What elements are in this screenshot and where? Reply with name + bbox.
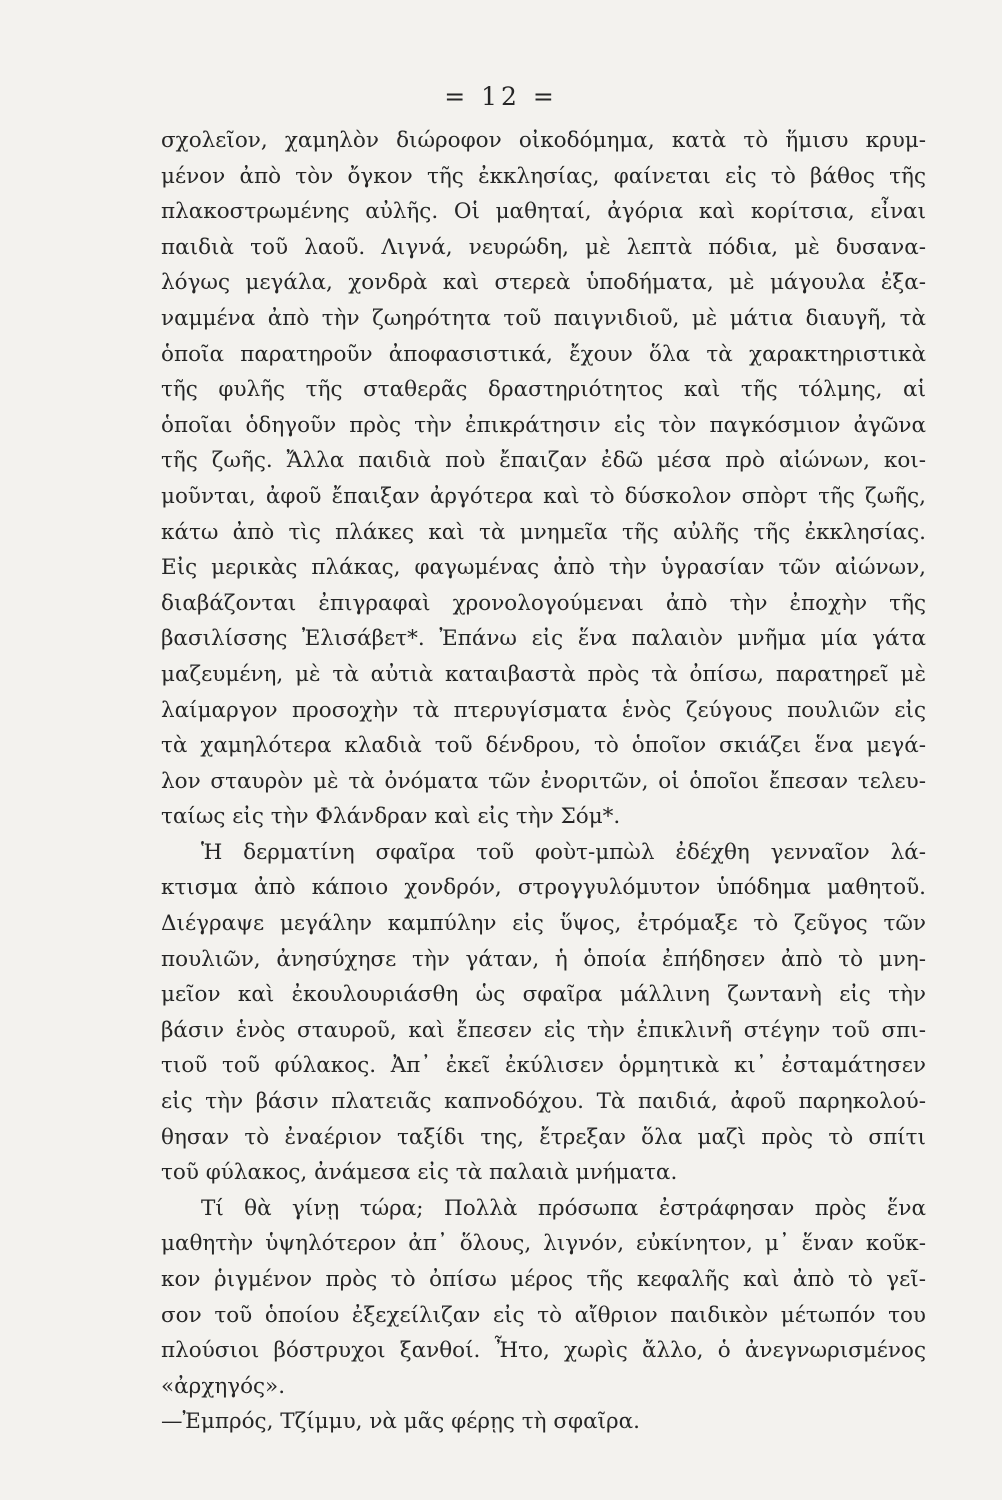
text-line: Τί θὰ γίνῃ τώρα; Πολλὰ πρόσωπα ἐστράφησαν πρὸς ἕνα	[201, 1195, 926, 1221]
text-line: πλούσιοι βόστρυχοι ξανθοί. Ἦτο, χωρὶς ἄλλο, ὁ ἀνεγνωρισμένος	[161, 1338, 926, 1364]
text-line: τοῦ φύλακος, ἀνάμεσα εἰς τὰ παλαιὰ μνήματα.	[161, 1160, 678, 1186]
text-line: Διέγραψε μεγάλην καμπύλην εἰς ὕψος, ἐτρόμαξε τὸ ζεῦγος τῶν	[161, 911, 926, 937]
text-line: σχολεῖον, χαμηλὸν διώροφον οἰκοδόμημα, κατὰ τὸ ἥμισυ κρυμ-	[161, 128, 926, 153]
text-line: διαβάζονται ἐπιγραφαὶ χρονολογούμεναι ἀπὸ τὴν ἐποχὴν τῆς	[161, 590, 926, 616]
body-text	[161, 123, 926, 1440]
text-line: ὁποῖαι ὁδηγοῦν πρὸς τὴν ἐπικράτησιν εἰς τὸν παγκόσμιον ἀγῶνα	[161, 412, 926, 438]
text-line: σον τοῦ ὁποίου ἐξεχείλιζαν εἰς τὸ αἴθριον παιδικὸν μέτωπόν του	[161, 1302, 926, 1328]
text-line: κάτω ἀπὸ τὶς πλάκες καὶ τὰ μνημεῖα τῆς αὐλῆς τῆς ἐκκλησίας.	[161, 519, 926, 545]
text-line: θησαν τὸ ἐναέριον ταξίδι της, ἔτρεξαν ὅλα μαζὶ πρὸς τὸ σπίτι	[161, 1124, 926, 1150]
text-line: τιοῦ τοῦ φύλακος. Ἀπ᾽ ἐκεῖ ἐκύλισεν ὁρμητικὰ κι᾽ ἐσταμάτησεν	[161, 1053, 926, 1079]
text-line: βάσιν ἑνὸς σταυροῦ, καὶ ἔπεσεν εἰς τὴν ἐπικλινῆ στέγην τοῦ σπι-	[161, 1017, 926, 1043]
text-line: πλακοστρωμένης αὐλῆς. Οἱ μαθηταί, ἀγόρια καὶ κορίτσια, εἶναι	[161, 199, 926, 225]
text-line: μοῦνται, ἀφοῦ ἔπαιξαν ἀργότερα καὶ τὸ δύσκολον σπὸρτ τῆς ζωῆς,	[161, 483, 926, 509]
text-line: ταίως εἰς τὴν Φλάνδραν καὶ εἰς τὴν Σόμ*.	[161, 804, 621, 830]
text-line: παιδιὰ τοῦ λαοῦ. Λιγνά, νευρώδη, μὲ λεπτὰ πόδια, μὲ δυσανα-	[161, 234, 926, 260]
text-line: λαίμαργον προσοχὴν τὰ πτερυγίσματα ἑνὸς ζεύγους πουλιῶν εἰς	[161, 697, 926, 723]
text-line: μεῖον καὶ ἐκουλουριάσθη ὡς σφαῖρα μάλλινη ζωντανὴ εἰς τὴν	[161, 982, 926, 1008]
text-line: —Ἐμπρός, Τζίμμυ, νὰ μᾶς φέρῃς τὴ σφαῖρα.	[161, 1409, 641, 1435]
text-line: τὰ χαμηλότερα κλαδιὰ τοῦ δένδρου, τὸ ὁποῖον σκιάζει ἕνα μεγά-	[161, 733, 926, 759]
text-line: μένον ἀπὸ τὸν ὄγκον τῆς ἐκκλησίας, φαίνεται εἰς τὸ βάθος τῆς	[161, 163, 926, 189]
text-line: «ἀρχηγός».	[161, 1373, 286, 1399]
text-line: τῆς ζωῆς. Ἄλλα παιδιὰ ποὺ ἔπαιζαν ἐδῶ μέσα πρὸ αἰώνων, κοι-	[161, 448, 926, 474]
text-line: λον σταυρὸν μὲ τὰ ὀνόματα τῶν ἐνοριτῶν, οἱ ὁποῖοι ἔπεσαν τελευ-	[161, 768, 926, 794]
text-line: κον ῥιγμένον πρὸς τὸ ὀπίσω μέρος τῆς κεφαλῆς καὶ ἀπὸ τὸ γεῖ-	[161, 1267, 926, 1292]
text-line: κτισμα ἀπὸ κάποιο χονδρόν, στρογγυλόμυτον ὑπόδημα μαθητοῦ.	[161, 875, 926, 901]
text-line: πουλιῶν, ἀνησύχησε τὴν γάταν, ἡ ὁποία ἐπήδησεν ἀπὸ τὸ μνη-	[161, 946, 926, 972]
text-line: Ἡ δερματίνη σφαῖρα τοῦ φοὺτ-μπὼλ ἐδέχθη γενναῖον λά-	[201, 839, 926, 865]
text-line: Εἰς μερικὰς πλάκας, φαγωμένας ἀπὸ τὴν ὑγρασίαν τῶν αἰώνων,	[161, 555, 926, 581]
text-line: ναμμένα ἀπὸ τὴν ζωηρότητα τοῦ παιγνιδιοῦ, μὲ μάτια διαυγῆ, τὰ	[161, 305, 926, 331]
text-line: μαθητὴν ὑψηλότερον ἀπ᾽ ὅλους, λιγνόν, εὐκίνητον, μ᾽ ἕναν κοῦκ-	[161, 1231, 926, 1257]
text-line: βασιλίσσης Ἐλισάβετ*. Ἐπάνω εἰς ἕνα παλαιὸν μνῆμα μία γάτα	[161, 626, 926, 652]
text-line: εἰς τὴν βάσιν πλατειᾶς καπνοδόχου. Τὰ παιδιά, ἀφοῦ παρηκολού-	[161, 1089, 926, 1115]
text-line: ὁποῖα παρατηροῦν ἀποφασιστικά, ἔχουν ὅλα τὰ χαρακτηριστικὰ	[161, 341, 926, 367]
text-line: μαζευμένη, μὲ τὰ αὐτιὰ καταιβαστὰ πρὸς τὰ ὀπίσω, παρατηρεῖ μὲ	[161, 661, 926, 687]
page-number: = 12 =	[444, 82, 558, 111]
text-line: τῆς φυλῆς τῆς σταθερᾶς δραστηριότητος καὶ τῆς τόλμης, αἱ	[161, 377, 926, 403]
text-line: λόγως μεγάλα, χονδρὰ καὶ στερεὰ ὑποδήματα, μὲ μάγουλα ἐξα-	[161, 270, 926, 296]
